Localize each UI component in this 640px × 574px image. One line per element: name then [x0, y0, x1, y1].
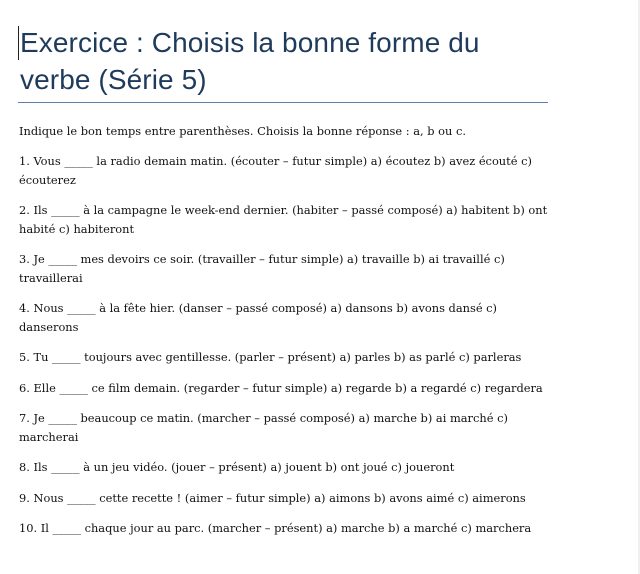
question-3[interactable]: 3. Je _____ mes devoirs ce soir. (travailler – futur simple) a) travaille b) ai travaillé c) travaillerai — [19, 252, 505, 285]
question-5[interactable]: 5. Tu _____ toujours avec gentillesse. (parler – présent) a) parles b) as parlé c) parleras — [19, 350, 522, 364]
instruction-text[interactable]: Indique le bon temps entre parenthèses. Choisis la bonne réponse : a, b ou c. — [19, 124, 466, 138]
question-2[interactable]: 2. Ils _____ à la campagne le week-end dernier. (habiter – passé composé) a) habitent b) ont habité c) habiteront — [19, 203, 548, 236]
text-cursor — [18, 26, 19, 60]
question-4[interactable]: 4. Nous _____ à la fête hier. (danser – passé composé) a) dansons b) avons dansé c) danserons — [19, 301, 498, 334]
question-1[interactable]: 1. Vous _____ la radio demain matin. (écouter – futur simple) a) écoutez b) avez écouté c) écouterez — [19, 154, 532, 187]
question-7[interactable]: 7. Je _____ beaucoup ce matin. (marcher – passé composé) a) marche b) ai marché c) marcherai — [19, 411, 508, 444]
question-6[interactable]: 6. Elle _____ ce film demain. (regarder – futur simple) a) regarde b) a regardé c) regardera — [19, 380, 543, 395]
question-10[interactable]: 10. Il _____ chaque jour au parc. (marcher – présent) a) marche b) a marché c) marchera — [19, 521, 532, 535]
question-9[interactable]: 9. Nous _____ cette recette ! (aimer – futur simple) a) aimons b) avons aimé c) aimerons — [19, 490, 526, 505]
document-title[interactable]: Exercice : Choisis la bonne forme du verbe (Série 5) — [20, 27, 480, 95]
document-body[interactable] — [19, 123, 559, 550]
question-8[interactable]: 8. Ils _____ à un jeu vidéo. (jouer – présent) a) jouent b) ont joué c) joueront — [19, 460, 455, 474]
title-underline — [18, 102, 548, 103]
